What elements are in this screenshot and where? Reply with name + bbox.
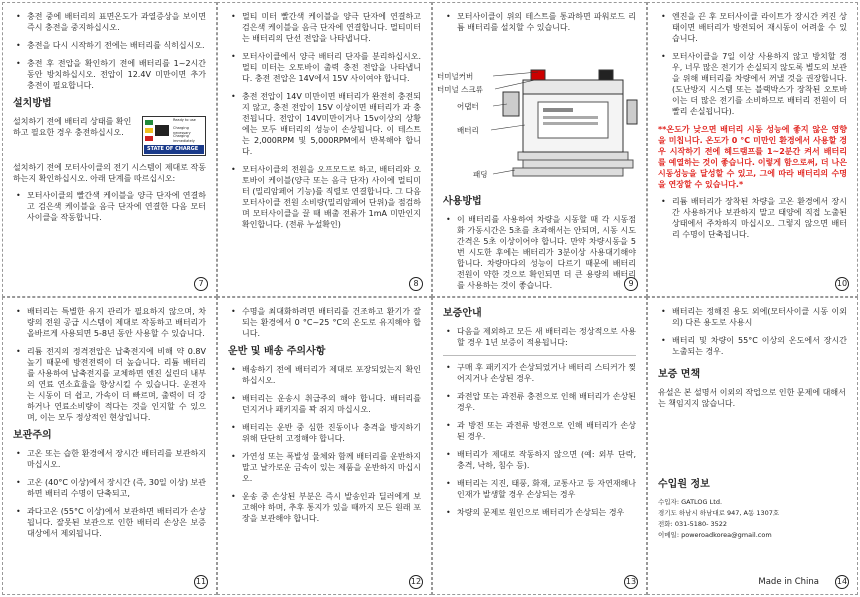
page-10 xyxy=(647,2,858,297)
list-item: • 배터리 및 차량이 55°C 이상의 온도에서 장시간 노출되는 경우. xyxy=(658,335,847,357)
importer-line: 수입자: GATLOG Ltd. xyxy=(658,498,723,506)
list-item: • 과전압 또는 과전류 충전으로 인해 배터리가 손상된 경우. xyxy=(443,391,636,413)
p12-heading: 운반 및 배송 주의사항 xyxy=(228,346,326,357)
page-number: 9 xyxy=(624,277,638,291)
p13-bullets xyxy=(443,362,636,518)
list-item: • 리튬 배터리가 장착된 차량을 고온 환경에서 장시간 사용하거나 보관하지 말고 태양에 직접 노출된 상태에서 주차하지 마십시오. 그렇지 않으면 배터리 수명이 단축됩니다. xyxy=(658,196,847,240)
p9-heading: 사용방법 xyxy=(443,196,482,207)
list-item: • 배송하기 전에 배터리가 제대로 포장되었는지 확인하십시오. xyxy=(228,364,421,386)
p7-heading: 설치방법 xyxy=(13,98,52,109)
list-item: • 차량의 문제로 원인으로 배터리가 손상되는 경우 xyxy=(443,507,636,518)
label-terminal-screw: 터미널 스크류 xyxy=(437,85,483,94)
list-item: • 리튬 전지의 정격전압은 납축전지에 비해 약 0.8V 높기 때문에 방전전력이 더 높습니다. 리튬 배터리를 사용하여 납축전지를 교체하면 엔진 실린더 내부의 연료 연소효율을 향상시킬 수 있습니다. 운전자는 시동이 더 쉽고, 가속이 더 빠르며, 출력이 더 강하거나 연료소비량이 적다는 것을 인지할 수 있으며, 이는 모두 정상적인 현상입니다. xyxy=(13,346,206,423)
list-item: • 충전 중에 배터리의 표면온도가 과열증상을 보이면 즉시 충전을 중지하십시오. xyxy=(13,11,206,33)
list-item: • 구매 후 패키지가 손상되었거나 배터리 스티커가 찢어지거나 손상된 경우. xyxy=(443,362,636,384)
p7-para: 설치하기 전에 모터사이클의 전기 시스템이 제대로 작동하는지 확인하십시오. 아래 단계를 따르십시오: xyxy=(13,163,206,183)
importer-line: 경기도 하남시 하남대로 947, A동 1307호 xyxy=(658,509,780,517)
list-item: • 배터리가 제대로 작동하지 않으면 (예: 외부 단락, 충격, 낙하, 침수 등). xyxy=(443,449,636,471)
p14-bullets-top xyxy=(658,306,847,357)
charge-indicator-image xyxy=(142,116,206,156)
p9-bullets-bottom xyxy=(443,214,636,291)
indicator-label: Charging immediately xyxy=(173,134,195,143)
page-number: 8 xyxy=(409,277,423,291)
list-item: • 운송 중 손상된 부분은 즉시 발송인과 딜러에게 보고해야 하며, 추후 통지가 있을 때까지 모든 원래 포장을 보관해야 합니다. xyxy=(228,491,421,524)
list-item: • 이 배터리를 사용하여 차량을 시동할 때 각 시동점화 가동시간은 5초를 초과해서는 안되며, 시동 시도 간격은 5초 이상이어야 합니다. 만약 차량시동을 5번 시도한 후에는 배터리가 3분이상 사용대기해야 합니다. 차량마다의 성능이 다르기 때문에 배터리 전원이 약한 것으로 확인되면 더 큰 용량의 배터리를 사용하는 것이 좋습니다. xyxy=(443,214,636,291)
p11-bullets-top xyxy=(13,306,206,423)
list-item: • 과 방전 또는 과전류 방전으로 인해 배터리가 손상된 경우. xyxy=(443,420,636,442)
list-item: • 고온 (40°C 이상)에서 장시간 (즉, 30일 이상) 보관하면 배터리 수명이 단축되고, xyxy=(13,477,206,499)
list-item: • 배터리는 운송시 취급주의 해야 합니다. 배터리를 던지거나 패키지를 꽉 쥐지 마십시오. xyxy=(228,393,421,415)
list-item: • 모터사이클에서 양극 배터리 단자를 분리하십시오. 멀티 미터는 오토바이 출력 충전 전압을 나타냅니다. 충전 전압은 14V에서 15V 사이여야 합니다. xyxy=(228,51,421,84)
page-number: 14 xyxy=(835,575,849,589)
list-item: • 수명을 최대화하려면 배터리를 건조하고 환기가 잘 되는 환경에서 0 °C~25 °C의 온도로 유지해야 합니다. xyxy=(228,306,421,339)
list-item: • 모터사이클의 전원을 오프모드로 하고, 배터리와 오토바이 케이블(양극 또는 음극 단자) 사이에 멀티미터 (밀리암페어 기능)를 직렬로 연결합니다. 그 다음 모터사이클 전원 소비량(밀리암페어 단위)을 점검하며 모터사이클을 끌 때 배출 전류가 1mA 미만인지 확인합니다. (전류 누설확인) xyxy=(228,164,421,230)
list-item: • 모터사이클의 빨간색 케이블을 양극 단자에 연결하고 검은색 케이블을 음극 단자에 연결한 다음 모터사이클을 작동합니다. xyxy=(13,190,206,223)
made-in-label: Made in China xyxy=(758,577,819,587)
list-item: • 배터리는 지진, 태풍, 화재, 교통사고 등 자연재해나 인재가 발생할 경우 손상되는 경우 xyxy=(443,478,636,500)
list-item: • 모터사이클이 위의 테스트를 통과하면 파워로드 리튬 배터리를 설치할 수 있습니다. xyxy=(443,11,636,33)
p13-heading: 보증안내 xyxy=(443,308,482,319)
page-8 xyxy=(217,2,432,297)
indicator-label: Charging necessary xyxy=(173,126,191,135)
list-item: • 멀티 미터 빨간색 케이블을 양극 단자에 연결하고 검은색 케이블을 음극 단자에 연결합니다. 멀티미터는 배터리의 단선 전압을 나타냅니다. xyxy=(228,11,421,44)
page-number: 13 xyxy=(624,575,638,589)
list-item: • 배터리는 특별한 유지 관리가 필요하지 않으며, 차량의 전원 공급 시스템이 제대로 작동하고 배터리가 올바르게 사용되면 5-8년 동안 사용할 수 있습니다. xyxy=(13,306,206,339)
page-12 xyxy=(217,297,432,595)
p12-bullets-top xyxy=(228,306,421,339)
p11-bullets-bottom xyxy=(13,448,206,539)
page-7 xyxy=(2,2,217,297)
divider xyxy=(443,355,636,356)
p9-bullets-top xyxy=(443,11,636,33)
label-padding: 패딩 xyxy=(473,170,488,179)
page-9 xyxy=(432,2,647,297)
p10-bullets-top xyxy=(658,11,847,117)
p11-heading: 보관주의 xyxy=(13,430,52,441)
list-item: • 충전 전압이 14V 미만이면 배터리가 완전히 충전되지 않고, 충전 전압이 15V 이상이면 배터리가 과 충전됩니다. 전압이 14V미만이거나 15v이상의 상황에는 모두 배터리의 성능이 손상됩니다. 이 테스트는 2,000RPM 및 5,000RPM에서 반복해야 합니다. xyxy=(228,91,421,157)
importer-line: 전화: 031-5180- 3522 xyxy=(658,520,728,528)
page-number: 7 xyxy=(194,277,208,291)
list-item: • 배터리는 정해진 용도 외에(모터사이클 시동 이외의) 다른 용도로 사용시 xyxy=(658,306,847,328)
importer-heading: 수입원 정보 xyxy=(658,479,710,490)
p13-bullets-top xyxy=(443,326,636,348)
list-item: • 배터리는 운반 중 심한 진동이나 충격을 방지하기 위해 단단히 고정해야 합니다. xyxy=(228,422,421,444)
list-item: • 충전 후 전압을 확인하기 전에 배터리를 1~2시간 동안 방치하십시오. 전압이 12.4V 미만이면 추가 충전이 필요합니다. xyxy=(13,58,206,91)
list-item: • 고온 또는 습한 환경에서 장시간 배터리를 보관하지 마십시오. xyxy=(13,448,206,470)
p7-intro: 설치하기 전에 배터리 상태를 확인하고 필요한 경우 충전하십시오. xyxy=(13,117,132,137)
indicator-label: Ready to use xyxy=(173,118,196,122)
page-number: 10 xyxy=(835,277,849,291)
p7-bullets-bottom xyxy=(13,190,206,223)
list-item: • 가연성 또는 폭발성 물체와 함께 배터리를 운반하지 말고 날카로운 금속이 있는 제품을 운반하지 마십시오. xyxy=(228,451,421,484)
list-item: • 엔진을 끈 후 모터사이클 라이트가 장시간 켜진 상태이면 배터리가 방전되어 재시동이 어려울 수 있습니다. xyxy=(658,11,847,44)
page-14 xyxy=(647,297,858,595)
page-number: 11 xyxy=(194,575,208,589)
page-number: 12 xyxy=(409,575,423,589)
list-item: • 과다고온 (55°C 이상)에서 보관하면 배터리가 손상됩니다. 잘못된 보관으로 인한 배터리 손상은 보증 대상에서 제외됩니다. xyxy=(13,506,206,539)
list-item: • 충전을 다시 시작하기 전에는 배터리를 식히십시오. xyxy=(13,40,206,51)
p10-warning: **온도가 낮으면 배터리 시동 성능에 좋지 않은 영향을 미칩니다. 온도가 0 °C 미만인 환경에서 사용할 경우 시작하기 전에 헤드램프를 1~2분간 켜서 배터리를 예열하는 것이 좋습니다. 이렇게 함으로써, 더 나은 시동성능을 달성할 수 있고, 그에 따라 배터리의 수명을 연장할 수 있습니다.* xyxy=(658,125,847,189)
list-item: • 다음을 제외하고 모든 새 배터리는 정상적으로 사용할 경우 1년 보증이 적용됩니다: xyxy=(443,326,636,348)
indicator-caption: STATE OF CHARGE xyxy=(147,146,199,152)
p14-disclaimer: 유설은 본 설명서 이외의 작업으로 인한 문제에 대해서는 책임지지 않습니다. xyxy=(658,388,846,408)
p14-heading: 보증 면책 xyxy=(658,369,701,380)
p8-bullets xyxy=(228,11,421,230)
label-adapter: 어댑터 xyxy=(457,102,479,111)
label-terminal-cover: 터미널커버 xyxy=(437,72,474,81)
page-11 xyxy=(2,297,217,595)
p12-bullets-bottom xyxy=(228,364,421,524)
battery-diagram xyxy=(437,40,636,190)
importer-line: 이메일: poweroadkorea@gmail.com xyxy=(658,531,772,539)
label-battery: 배터리 xyxy=(457,126,479,135)
list-item: • 모터사이클을 7일 이상 사용하지 않고 방치할 경우, 너무 많은 전기가 손실되지 않도록 별도의 보관을 위해 배터리를 차량에서 꺼낼 것을 권장합니다. (도난방지 시스템 또는 블랙박스가 장착된 오토바이는 더 많은 전기를 소비하므로 배터리 전원이 더 빨리 손실됩니다). xyxy=(658,51,847,117)
p7-bullets-top xyxy=(13,11,206,91)
p7-intro-row xyxy=(13,116,206,156)
battery-illustration-icon xyxy=(443,40,638,190)
page-13 xyxy=(432,297,647,595)
p10-bullets-bottom xyxy=(658,196,847,240)
